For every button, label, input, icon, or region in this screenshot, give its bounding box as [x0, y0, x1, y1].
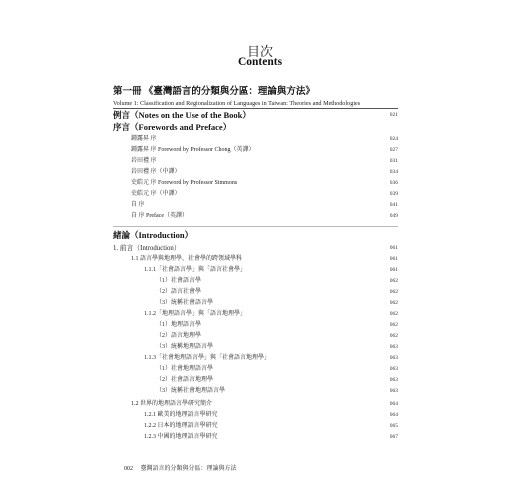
- toc-entry[interactable]: [131, 167, 398, 178]
- toc-entry[interactable]: [156, 342, 398, 353]
- toc-entry-label: 1.2.2 日本的地理語言學研究: [144, 423, 218, 429]
- toc-entry-page: 061: [389, 267, 398, 273]
- toc-entry[interactable]: [156, 331, 398, 342]
- toc-entry-page: 062: [389, 311, 398, 317]
- toc-entry-page: 062: [389, 333, 398, 339]
- toc-entry[interactable]: [156, 375, 398, 386]
- toc-entry[interactable]: [144, 410, 398, 421]
- page-footer: [124, 463, 237, 472]
- toc-entry-label: （3）統稱社會地理語言學: [156, 388, 226, 394]
- toc-entry-page: 036: [389, 180, 398, 186]
- volume-divider: [113, 108, 398, 109]
- toc-entry-page: 062: [389, 322, 398, 328]
- toc-entry[interactable]: [156, 276, 398, 287]
- toc-entry-page: 061: [389, 245, 398, 251]
- toc-entry[interactable]: [156, 386, 398, 397]
- toc-entry-label: 鍾露昇 序 Foreword by Professor Chong（英譯）: [131, 147, 255, 153]
- toc-entry-label: 1.1.1「社會語言學」與「語言社會學」: [144, 267, 247, 273]
- toc-entry[interactable]: [131, 254, 398, 265]
- toc-entry-page: 039: [389, 191, 398, 197]
- toc-entry-page: 064: [389, 401, 398, 407]
- toc-entry[interactable]: [144, 265, 398, 276]
- toc-entry[interactable]: [144, 421, 398, 432]
- toc-entry-label: 岩田禮 序（中譯）: [131, 169, 181, 175]
- toc-entry-page: 063: [389, 377, 398, 383]
- page-title-en: Contents: [237, 56, 283, 68]
- toc-entry-page: 027: [389, 147, 398, 153]
- toc-entry-label: （1）社會地理語言學: [156, 366, 214, 372]
- toc-entry-label: 自 序 Preface（英譯）: [131, 213, 188, 219]
- toc-entry-page: 063: [389, 355, 398, 361]
- toc-entry-label: （2）語言社會學: [156, 289, 202, 295]
- section-divider: [113, 226, 398, 227]
- toc-entry-page: 041: [389, 202, 398, 208]
- toc-entry-label: 岩田禮 序: [131, 158, 157, 164]
- toc-entry-label: 緒論（Introduction）: [113, 230, 194, 240]
- toc-entry-page: 065: [389, 423, 398, 429]
- toc-entry-label: （2）語言地理學: [156, 333, 202, 339]
- toc-entry-page: 061: [389, 256, 398, 262]
- toc-entry-label: 1.1 語言學與地理學、社會學的跨領域學科: [131, 256, 243, 262]
- toc-entry-label: （2）社會語言地理學: [156, 377, 214, 383]
- footer-running-title: 臺灣語言的分類與分區：理論與方法: [140, 466, 237, 472]
- toc-entry-label: 自 序: [131, 202, 145, 208]
- toc-entry-label: （3）統稱社會語言學: [156, 300, 214, 306]
- toc-entry-notes[interactable]: [113, 110, 398, 121]
- toc-entry-label: 1.1.2「地理語言學」與「語言地理學」: [144, 311, 247, 317]
- toc-entry[interactable]: [131, 178, 398, 189]
- toc-entry[interactable]: [144, 432, 398, 443]
- toc-entry[interactable]: [131, 189, 398, 200]
- toc-entry-page: 024: [389, 136, 398, 142]
- toc-entry[interactable]: [131, 156, 398, 167]
- toc-entry-page: 062: [389, 300, 398, 306]
- toc-entry-label: 1. 前言（Introduction）: [113, 245, 181, 252]
- toc-entry-label: （3）統稱地理語言學: [156, 344, 214, 350]
- toc-entry-page: 021: [389, 112, 398, 118]
- toc-entry-label: 1.1.3「社會地理語言學」與「社會語言地理學」: [144, 355, 271, 361]
- toc-entry[interactable]: [131, 399, 398, 410]
- toc-entry[interactable]: [131, 211, 398, 222]
- toc-entry-label: 鍾露昇 序: [131, 136, 157, 142]
- toc-entry-introduction[interactable]: [113, 230, 398, 241]
- toc-entry-label: 1.2.1 歐美的地理語言學研究: [144, 412, 218, 418]
- page-title-zh: 目次: [246, 44, 273, 59]
- toc-entry-forewords[interactable]: [113, 122, 398, 133]
- toc-entry[interactable]: [131, 200, 398, 211]
- toc-entry[interactable]: [156, 298, 398, 309]
- volume-title-zh: 第一冊 《臺灣語言的分類與分區：理論與方法》: [113, 87, 315, 97]
- toc-entry-page: 034: [389, 169, 398, 175]
- toc-entry-page: 063: [389, 344, 398, 350]
- toc-entry-page: 031: [389, 158, 398, 164]
- footer-page-number: 002: [124, 466, 133, 472]
- toc-entry[interactable]: [156, 364, 398, 375]
- toc-entry-label: 史皓元 序 Foreword by Professor Simmons: [131, 180, 238, 186]
- toc-entry[interactable]: [144, 353, 398, 364]
- toc-entry-page: 062: [389, 278, 398, 284]
- toc-entry-label: （1）地理語言學: [156, 322, 202, 328]
- toc-entry[interactable]: [131, 134, 398, 145]
- toc-entry[interactable]: [113, 243, 398, 254]
- toc-entry-page: 067: [389, 434, 398, 440]
- toc-entry-label: （1）社會語言學: [156, 278, 202, 284]
- toc-entry-page: 063: [389, 366, 398, 372]
- toc-entry[interactable]: [156, 320, 398, 331]
- toc-entry-page: 063: [389, 388, 398, 394]
- toc-entry-page: 049: [389, 213, 398, 219]
- toc-entry-label: 1.2 世界的地理語言學研究簡介: [131, 401, 213, 407]
- volume-title-en: Volume 1: Classification and Regionalization of Languages in Taiwan: Theories and Methodologies: [113, 100, 361, 107]
- toc-entry[interactable]: [131, 145, 398, 156]
- toc-entry-label: 1.2.3 中國的地理語言學研究: [144, 434, 218, 440]
- toc-entry-label: 例言（Notes on the Use of the Book）: [113, 110, 251, 120]
- toc-entry[interactable]: [156, 287, 398, 298]
- toc-entry-label: 史皓元 序（中譯）: [131, 191, 181, 197]
- toc-entry[interactable]: [144, 309, 398, 320]
- toc-entry-page: 064: [389, 412, 398, 418]
- toc-entry-page: 062: [389, 289, 398, 295]
- toc-entry-label: 序言（Forewords and Preface）: [113, 122, 232, 132]
